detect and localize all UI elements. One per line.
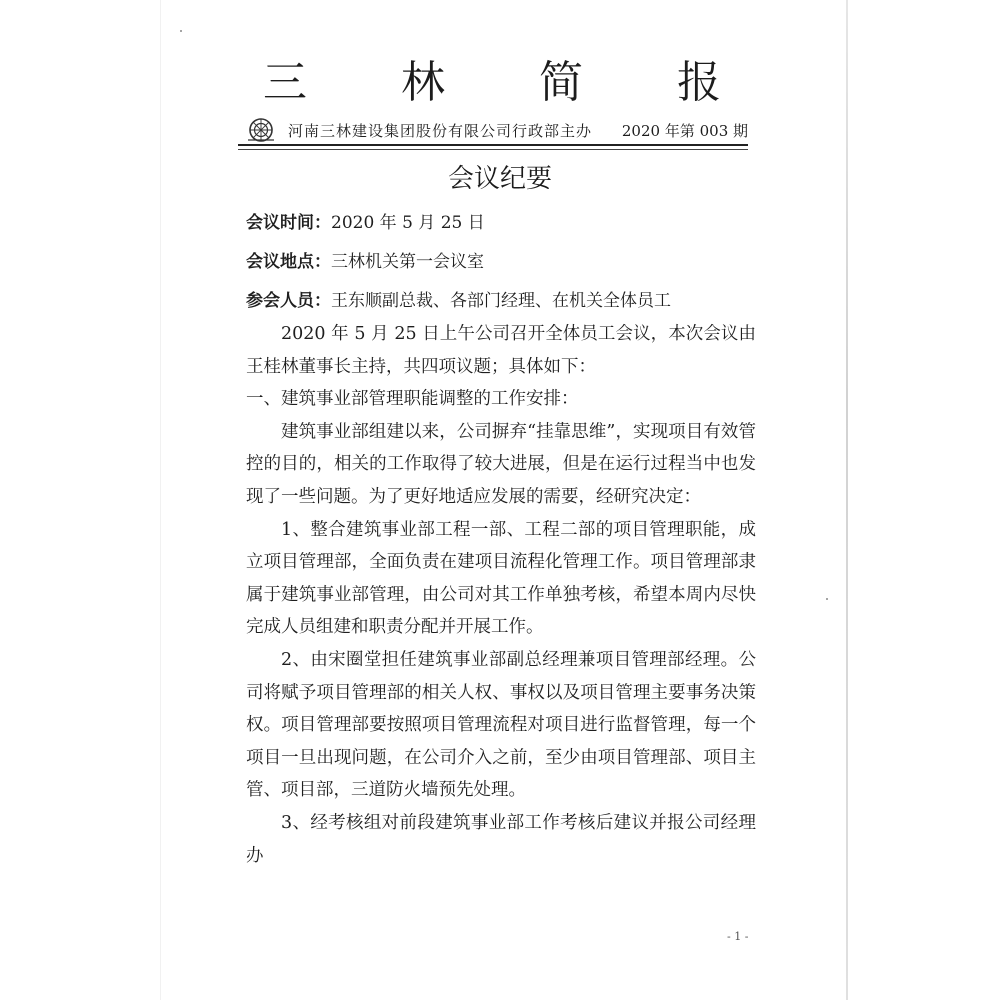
list-item-3: 3、经考核组对前段建筑事业部工作考核后建议并报公司经理办	[246, 812, 756, 866]
header-rule-thick	[238, 144, 748, 146]
meeting-attendees	[246, 286, 671, 311]
publisher-row	[240, 116, 748, 144]
newsletter-masthead: 三 林 简 报	[263, 57, 761, 108]
publisher-name: 河南三林建设集团股份有限公司行政部主办	[288, 122, 593, 140]
section-heading-1: 一、建筑事业部管理职能调整的工作安排：	[246, 389, 579, 410]
header-rule-thin	[238, 149, 748, 150]
meeting-place-value: 三林机关第一会议室	[331, 252, 484, 272]
scan-speck	[180, 30, 182, 32]
scan-edge-right	[846, 0, 848, 1000]
meeting-place	[246, 247, 484, 272]
meeting-place-label: 会议地点：	[246, 252, 331, 272]
list-item-2: 2、由宋圈堂担任建筑事业部副总经理兼项目管理部经理。公司将赋予项目管理部的相关人权、事权以及项目管理主要事务决策权。项目管理部要按照项目管理流程对项目进行监督管理，每一个项目一旦出现问题，在公司介入之前，至少由项目管理部、项目主管、项目部，三道防火墙预先处理。	[246, 649, 756, 801]
scan-edge-left	[160, 0, 161, 1000]
scan-speck	[826, 598, 828, 600]
document-title: 会议纪要	[447, 164, 552, 194]
meeting-time-label: 会议时间：	[246, 213, 331, 233]
meeting-attendees-value: 王东顺副总裁、各部门经理、在机关全体员工	[331, 291, 671, 311]
list-item-1: 1、整合建筑事业部工程一部、工程二部的项目管理职能，成立项目管理部，全面负责在建项目流程化管理工作。项目管理部隶属于建筑事业部管理，由公司对其工作单独考核，希望本周内尽快完成人员组建和职责分配并开展工作。	[246, 519, 756, 638]
meeting-time	[246, 208, 485, 233]
meeting-attendees-label: 参会人员：	[246, 291, 331, 311]
company-logo-icon	[246, 116, 276, 144]
paragraph-1: 建筑事业部组建以来，公司摒弃“挂靠思维”，实现项目有效管控的目的，相关的工作取得了较大进展，但是在运行过程当中也发现了一些问题。为了更好地适应发展的需要，经研究决定：	[246, 421, 756, 507]
paragraph-intro: 2020 年 5 月 25 日上午公司召开全体员工会议，本次会议由王桂林董事长主持，共四项议题；具体如下：	[246, 324, 756, 377]
issue-number: 2020 年第 003 期	[621, 122, 748, 140]
page-number: - 1 -	[727, 930, 749, 943]
document-body	[246, 318, 756, 872]
meeting-time-value: 2020 年 5 月 25 日	[331, 213, 485, 233]
